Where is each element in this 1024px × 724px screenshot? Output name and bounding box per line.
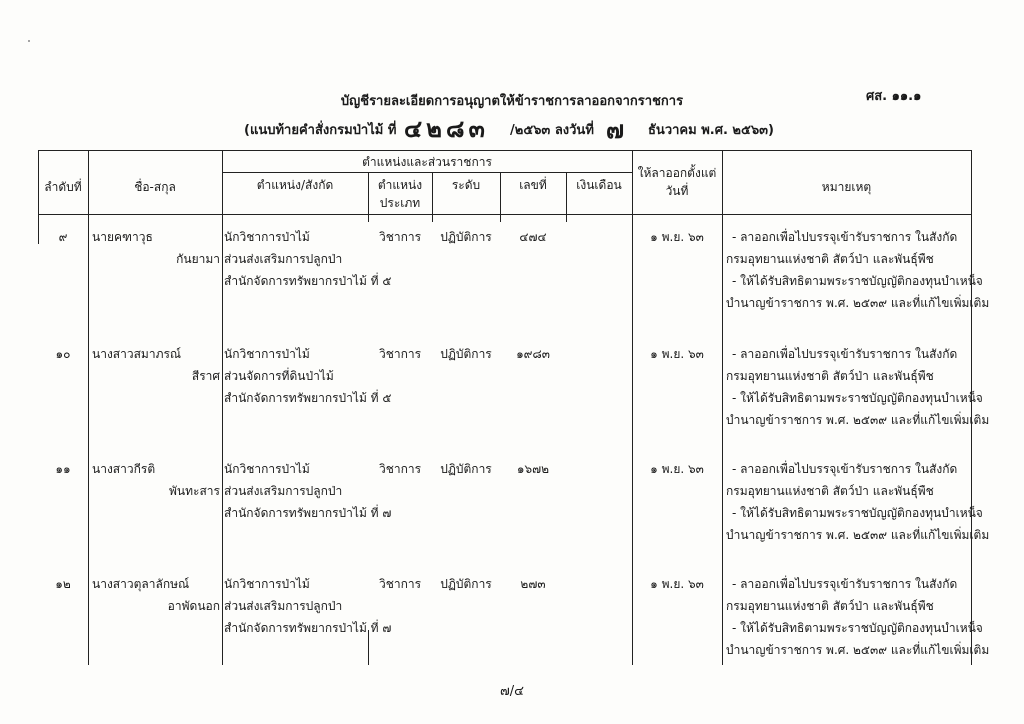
form-code: ศส. ๑๑.๑ [866, 89, 922, 104]
row-remark-line1: - ลาออกเพื่อไปบรรจุเข้ารับราชการ ในสังกัด [732, 462, 958, 476]
row-type: วิชาการ [378, 577, 422, 591]
row-remark-line2: กรมอุทยานแห่งชาติ สัตว์ป่า และพันธุ์พืช [726, 252, 934, 266]
row-division: ส่วนจัดการที่ดินป่าไม้ [224, 369, 334, 383]
document-title: บัญชีรายละเอียดการอนุญาตให้ข้าราชการลาออกจากราชการ [340, 94, 684, 109]
row-first-name: นายคฑาวุธ [92, 230, 153, 244]
row-remark-line1: - ลาออกเพื่อไปบรรจุเข้ารับราชการ ในสังกัด [732, 230, 958, 244]
header-level: ระดับ [451, 178, 481, 192]
row-position: นักวิชาการป่าไม้ [224, 577, 310, 591]
row-position: นักวิชาการป่าไม้ [224, 462, 310, 476]
header-effective-line1: ให้ลาออกตั้งแต่ [637, 166, 717, 180]
row-no: ๑๐ [55, 347, 71, 361]
row-effective-date: ๑ พ.ย. ๖๓ [650, 462, 704, 476]
row-remark-line2: กรมอุทยานแห่งชาติ สัตว์ป่า และพันธุ์พืช [726, 599, 934, 613]
row-remark-line4: บำนาญข้าราชการ พ.ศ. ๒๕๓๙ และที่แก้ไขเพิ่มเติม [726, 528, 990, 542]
row-no: ๙ [58, 230, 68, 244]
row-last-name: สีราศ [191, 369, 220, 383]
row-first-name: นางสาวตุลาลักษณ์ [92, 577, 190, 591]
row-number: ๑๙๘๓ [516, 347, 550, 361]
row-effective-date: ๑ พ.ย. ๖๓ [650, 577, 704, 591]
row-office: สำนักจัดการทรัพยากรป่าไม้ ที่ ๗ [224, 506, 392, 520]
row-remark-line3: - ให้ได้รับสิทธิตามพระราชบัญญัติกองทุนบำเหน็จ [732, 506, 983, 520]
row-remark-line3: - ให้ได้รับสิทธิตามพระราชบัญญัติกองทุนบำเหน็จ [732, 621, 983, 635]
row-level: ปฏิบัติการ [440, 347, 492, 361]
row-remark-line1: - ลาออกเพื่อไปบรรจุเข้ารับราชการ ในสังกัด [732, 347, 958, 361]
row-type: วิชาการ [378, 347, 422, 361]
header-type-line2: ประเภท [379, 196, 421, 210]
header-position-group: ตำแหน่งและส่วนราชการ [362, 155, 492, 169]
order-day: ๗ [606, 116, 625, 144]
row-number: ๒๗๓ [520, 577, 546, 591]
header-effective-line2: วันที่ [665, 184, 689, 198]
row-division: ส่วนส่งเสริมการปลูกป่า [224, 252, 343, 266]
header-position: ตำแหน่ง/สังกัด [256, 178, 334, 192]
row-level: ปฏิบัติการ [440, 577, 492, 591]
row-last-name: อาพัดนอก [167, 599, 220, 613]
row-type: วิชาการ [378, 462, 422, 476]
header-number: เลขที่ [519, 178, 547, 192]
header-type-line1: ตำแหน่ง [377, 178, 423, 192]
header-remark: หมายเหตุ [821, 180, 872, 194]
subtitle-year: /๒๕๖๓ ลงวันที่ [510, 123, 594, 138]
row-division: ส่วนส่งเสริมการปลูกป่า [224, 599, 343, 613]
order-number: ๔๒๘๓ [404, 115, 489, 143]
row-position: นักวิชาการป่าไม้ [224, 347, 310, 361]
scan-speck [28, 40, 30, 42]
page-number: ๗/๔ [500, 684, 524, 699]
row-remark-line2: กรมอุทยานแห่งชาติ สัตว์ป่า และพันธุ์พืช [726, 369, 934, 383]
row-office: สำนักจัดการทรัพยากรป่าไม้ ที่ ๗ [224, 621, 392, 635]
header-name: ชื่อ-สกุล [134, 180, 176, 194]
row-first-name: นางสาวสมาภรณ์ [92, 347, 182, 361]
row-level: ปฏิบัติการ [440, 462, 492, 476]
row-no: ๑๑ [55, 462, 71, 476]
header-no: ลำดับที่ [44, 180, 82, 194]
subtitle-suffix: ธันวาคม พ.ศ. ๒๕๖๓) [648, 123, 774, 138]
row-last-name: พันทะสาร [169, 484, 220, 498]
row-type: วิชาการ [378, 230, 422, 244]
row-remark-line4: บำนาญข้าราชการ พ.ศ. ๒๕๓๙ และที่แก้ไขเพิ่มเติม [726, 413, 990, 427]
row-effective-date: ๑ พ.ย. ๖๓ [650, 230, 704, 244]
row-office: สำนักจัดการทรัพยากรป่าไม้ ที่ ๕ [224, 274, 392, 288]
row-number: ๔๗๔ [519, 230, 547, 244]
row-effective-date: ๑ พ.ย. ๖๓ [650, 347, 704, 361]
row-office: สำนักจัดการทรัพยากรป่าไม้ ที่ ๕ [224, 391, 392, 405]
row-division: ส่วนส่งเสริมการปลูกป่า [224, 484, 343, 498]
row-level: ปฏิบัติการ [440, 230, 492, 244]
row-remark-line3: - ให้ได้รับสิทธิตามพระราชบัญญัติกองทุนบำเหน็จ [732, 274, 983, 288]
subtitle-prefix: (แนบท้ายคำสั่งกรมป่าไม้ ที่ [244, 123, 397, 138]
row-first-name: นางสาวกีรติ [92, 462, 156, 476]
row-remark-line4: บำนาญข้าราชการ พ.ศ. ๒๕๓๙ และที่แก้ไขเพิ่มเติม [726, 643, 990, 657]
row-remark-line4: บำนาญข้าราชการ พ.ศ. ๒๕๓๙ และที่แก้ไขเพิ่มเติม [726, 296, 990, 310]
header-salary: เงินเดือน [576, 178, 622, 192]
row-no: ๑๒ [55, 577, 71, 591]
row-remark-line1: - ลาออกเพื่อไปบรรจุเข้ารับราชการ ในสังกัด [732, 577, 958, 591]
row-last-name: กันยามา [176, 252, 220, 266]
row-position: นักวิชาการป่าไม้ [224, 230, 310, 244]
row-number: ๑๖๗๒ [516, 462, 550, 476]
row-remark-line3: - ให้ได้รับสิทธิตามพระราชบัญญัติกองทุนบำเหน็จ [732, 391, 983, 405]
row-remark-line2: กรมอุทยานแห่งชาติ สัตว์ป่า และพันธุ์พืช [726, 484, 934, 498]
